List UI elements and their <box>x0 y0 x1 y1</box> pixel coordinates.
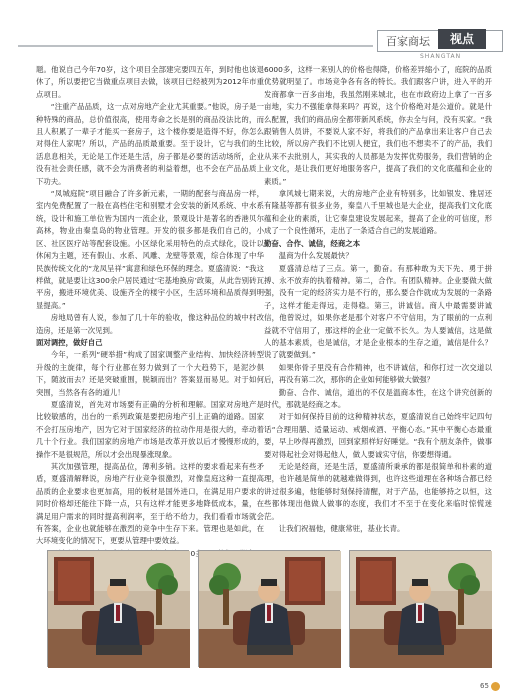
column-badge: 视点 <box>438 29 486 49</box>
paragraph: 拿风城七期来说，大的房地产企业有特别多，比如银发、雅居还有隆基等都有很多业务，秦皇八千里城也是大企业，提高我们文化底蕴和企业的素质，让它秦皇建设发展起来，提高了企业的可信度，形成了一个良性循环，走出了一条适合自己的发展道路。 <box>264 189 492 236</box>
paragraph: 夏盛清说，首先对市场要有正确的分析和理解。国家对房地产是比较敏感的，出台的一系列政策是要把房地产引上正确的道路。国家不会打压房地产，因为它对于国家经济的拉动作用是很大的，牵动着几十个行业。我们国家的房地产市场是改革开放以后才慢慢形成的，操作不是很规范，所以才会出现暴涨现象。 <box>36 399 264 459</box>
interview-photo <box>350 551 492 668</box>
photo-3 <box>349 550 491 667</box>
paragraph: 今年，一系列“硬举措”构成了国家调整产业结构、加快经济转型升级的主旋律，每个行业都在努力做到了一个大趋势下，是泥沙俱下，随波而去？还是突破重围，脱颖而出？答案显而易见。对于如何突围，当然各有各的道儿！ <box>36 350 264 397</box>
interview-photo <box>48 551 190 668</box>
page-number: 65 <box>480 682 489 690</box>
paragraph: 无论是经商，还是生活，夏盛清所秉承的都是很简单和朴素的道理，也许越是简单的就越难做得到，也许这些道理在各种场合都已经讲过很多遍，他能够时刻保持清醒，对于产品，也能够持之以恒，这些都体现出他做人做事的态度，我们才不至于在变化来临时惊慌迷茫。 <box>264 462 492 521</box>
section-heading: 勤奋、合作、诚信，经商之本 <box>264 238 361 248</box>
section-heading: 面对调控，做好自己 <box>36 337 103 347</box>
section-label-en: SHANGTAN <box>420 53 462 60</box>
photo-strip <box>47 550 490 667</box>
text-column-right <box>264 64 492 534</box>
paragraph: 6000多，这样一来别人的价格也得降，价格差异缩小了，庭院的品质优势就明显了。市场竞争各有各的特长。我们跟客户讲，进入平的开发商都拿一百多亩地，我虽然刚来城北，也在市政府边上拿了一百多亩地，实力不强能拿得来吗？再说，这个价格绝对是公道价。就是什么配置，我们的商品房全都带新风系统，你去全与问，没有买家。“我跟销售人员讲，不要说人家不好，将我们的产品拿出来让客户自己去比较，所以房产我们不比别人便宜，我们也不想卖不了的产品，我们从来不去批别人，其实我的人员都是为发挥优势服务，我们营销的企业文化，是让我们更好地服务客户，提高了我们的文化底蕴和企业的素质。” <box>264 65 492 186</box>
paragraph: 温商为什么发展最快？ <box>278 251 353 261</box>
header-rule <box>18 45 373 47</box>
paragraph: 夏盛清总结了三点。第一，勤奋。有那种敢为天下先、勇于拼搏、永不放弃的执着精神。第二，合作。有团队精神。企业要做大做强，没有一定的经济实力是不行的，那么要合作就成为发展的一条路子，这样才能走得远，走得稳。第三，讲诚信。商人中最需要讲诚信，他曾说过，如果你老是那个对客户不守信用，为了眼前的一点利益就不守信用了，那这样的企业一定做不长久。为人要诚信，这是做人的基本素质，也是诚信，才是企业根本的生存之道，诚信是什么？说了就要做到。” <box>264 263 492 360</box>
photo-1 <box>47 550 189 667</box>
paragraph: 勤奋、合作、诚信，道出的不仅是温商本性，在这个讲究创新的时代，那就是经商之本。 <box>264 387 492 409</box>
section-label: 百家商坛 <box>386 35 430 48</box>
text-column-left <box>36 64 264 546</box>
page-dot <box>491 682 500 691</box>
paragraph: 让我们祝福他，健康常驻，基业长青。 <box>278 524 405 534</box>
paragraph: 题。他说自己今年70岁，这个项目全部建完要四五年，到时他也该退休了，所以要把它当做重点项目去做，该项目已经被列为2012年市重点项目。 <box>36 65 264 99</box>
interview-photo <box>199 551 341 668</box>
paragraph: 其次加强管理，提高品位，薄利多销。这样的要求看起来有些矛盾，夏盛清解释说，房地产行业竞争很激烈，对像皇庭这种一直提高品质的企业要求也更加高，用的板材是国外进口，在满足用户要求的同时价格却还能往下降一点，只有这样才能更多地降低成本，量，在满足用户需求的同时提高利润率，至于给不给力，我们看看市场就会有答案，企业也就能够在激烈的竞争中生存下来。管理也是如此，在大环境变化的情况下，更要从管理中要效益。 <box>36 462 264 546</box>
paragraph: “注重产品品质，这一点对房地产企业尤其重要。”他说，房子是一种特殊的商品，总价值很高，使用寿命之长是别的商品没法比的，而且人积累了一辈子才能买一套房子，这个楼你要是造得不好，你怎么对得住人家呢？所以，产品的品质最重要。至于设计，它与我们的生活息息相关，无论是工作还是生活，房子都是必要的活动场所，企业没有社会责任感，就不会为消费者的利益着想，也不会在产品品质上下功夫。 <box>36 102 264 186</box>
paragraph: 房地局曾有人说，参加了几十年的验收，像这种品位的城中村改造房，还是第一次见到。 <box>36 313 264 335</box>
paragraph: “凤城庭院”项目融合了许多新元素，一期的配套与商品房一样，室内免费配置了一般在高档住宅和别墅才会安装的新风系统、中水系统，设计和施工单位皆为国内一流企业，景观设计是著名的香港贝尔高林，物业由秦皇岛的物业管理。开发的很多都是我们自己的，小区、社区医疗站等配套设施。小区绿化采用特色的点式绿化，设计以休闲为主题，还有假山、水系、风雕、龙壁等景观，综合体现了中华民族传统文化的“龙凤呈祥”寓意和绿色环保的理念。夏盛清说：“我这样做，就是要让这300余户居民通过‘宅基地换房’政策，从此告别砖瓦平房，搬进环境优美、设施齐全的楼宇小区，生活环境和品质得到明显提高。” <box>36 189 264 310</box>
paragraph: 对于如何保持目前的这种精神状态，夏盛清说自己始终牢记四句话“合理用膳、适量运动、戒烟戒酒、平衡心态。”其中平衡心态最重要，早上吵得再激烈，回到家照样好好睡觉。“我有个朋友条件，做事要对得起社会对得起他人，做人要诚实守信，你要想得通。 <box>264 412 492 459</box>
photo-2 <box>198 550 340 667</box>
paragraph: 如果你骨子里没有合作精神，也不讲诚信，和你打过一次交道以后，再没有第二次，那你的企业如何能够做大做强？ <box>264 362 492 385</box>
